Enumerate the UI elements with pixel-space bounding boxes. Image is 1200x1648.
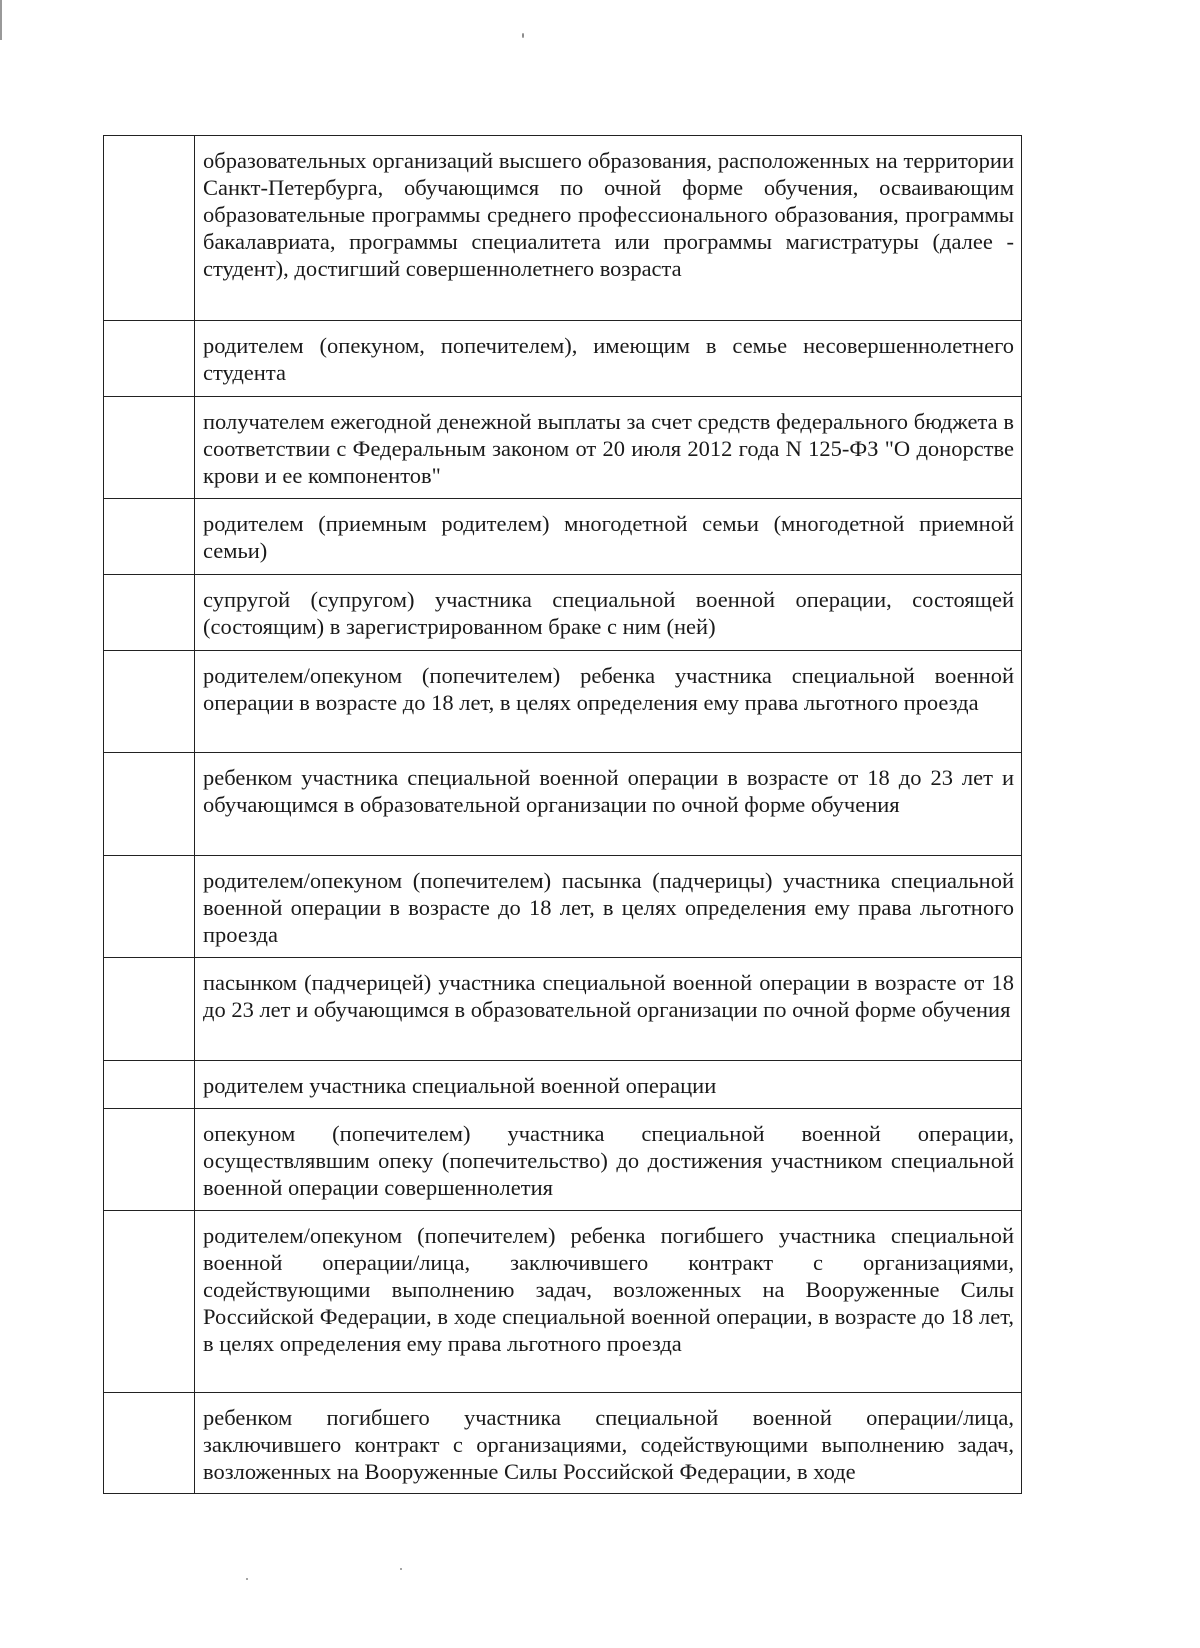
row-text: образовательных организаций высшего образования, расположенных на территории Санкт-Петербурга, обучающимся по очной форме обучения, осваивающим образовательные программы среднего профессионального образования, программы бакалавриата, программы специалитета или программы магистратуры (далее - студент), достигший совершеннолетнего возраста: [203, 148, 1014, 281]
row-text: пасынком (падчерицей) участника специальной военной операции в возрасте от 18 до 23 лет и обучающимся в образовательной организации по очной форме обучения: [203, 970, 1014, 1022]
row-number-cell: [104, 499, 195, 575]
table-row: [104, 1393, 1022, 1494]
table-row: [104, 575, 1022, 651]
scan-speck: [246, 1578, 248, 1580]
row-text-cell: [195, 1393, 1022, 1494]
row-text: родителем/опекуном (попечителем) ребенка погибшего участника специальной военной операции/лица, заключившего контракт с организациями, содействующими выполнению задач, возложенных на Вооруженные Силы Российской Федерации, в ходе специальной военной операции, в возрасте до 18 лет, в целях определения ему права льготного проезда: [203, 1223, 1014, 1356]
table-row: [104, 136, 1022, 321]
row-text: родителем/опекуном (попечителем) пасынка (падчерицы) участника специальной военной операции в возрасте до 18 лет, в целях определения ему права льготного проезда: [203, 868, 1014, 947]
row-text-cell: [195, 856, 1022, 958]
row-number-cell: [104, 856, 195, 958]
row-number-cell: [104, 136, 195, 321]
table-row: [104, 856, 1022, 958]
row-text-cell: [195, 753, 1022, 856]
row-number-cell: [104, 1061, 195, 1109]
row-number-cell: [104, 958, 195, 1061]
row-text-cell: [195, 651, 1022, 753]
table-row: [104, 1109, 1022, 1211]
row-number-cell: [104, 1211, 195, 1393]
table-row: [104, 753, 1022, 856]
row-text-cell: [195, 499, 1022, 575]
row-text: родителем (приемным родителем) многодетной семьи (многодетной приемной семьи): [203, 511, 1014, 563]
row-text: родителем участника специальной военной операции: [203, 1073, 717, 1098]
row-number-cell: [104, 1393, 195, 1494]
table-row: [104, 651, 1022, 753]
row-text-cell: [195, 575, 1022, 651]
row-text-cell: [195, 1061, 1022, 1109]
table-row: [104, 499, 1022, 575]
row-text-cell: [195, 1109, 1022, 1211]
row-text: родителем (опекуном, попечителем), имеющим в семье несовершеннолетнего студента: [203, 333, 1014, 385]
scan-speck: [400, 1568, 402, 1570]
table-row: [104, 1211, 1022, 1393]
scan-speck: [522, 33, 524, 38]
row-text: ребенком участника специальной военной операции в возрасте от 18 до 23 лет и обучающимся в образовательной организации по очной форме обучения: [203, 765, 1014, 817]
row-text: ребенком погибшего участника специальной военной операции/лица, заключившего контракт с организациями, содействующими выполнению задач, возложенных на Вооруженные Силы Российской Федерации, в ходе: [203, 1405, 1014, 1484]
row-number-cell: [104, 1109, 195, 1211]
table-row: [104, 321, 1022, 397]
document-table: [103, 135, 1022, 1494]
row-text: родителем/опекуном (попечителем) ребенка участника специальной военной операции в возрасте до 18 лет, в целях определения ему права льготного проезда: [203, 663, 1014, 715]
table-row: [104, 1061, 1022, 1109]
row-number-cell: [104, 651, 195, 753]
row-text-cell: [195, 1211, 1022, 1393]
scan-edge-mark: [0, 0, 2, 40]
row-text-cell: [195, 958, 1022, 1061]
row-text: получателем ежегодной денежной выплаты за счет средств федерального бюджета в соответствии с Федеральным законом от 20 июля 2012 года N 125-ФЗ "О донорстве крови и ее компонентов": [203, 409, 1014, 488]
row-number-cell: [104, 575, 195, 651]
row-number-cell: [104, 397, 195, 499]
row-text-cell: [195, 397, 1022, 499]
row-text: супругой (супругом) участника специальной военной операции, состоящей (состоящим) в зарегистрированном браке с ним (ней): [203, 587, 1014, 639]
table-row: [104, 958, 1022, 1061]
table-row: [104, 397, 1022, 499]
row-number-cell: [104, 753, 195, 856]
row-text-cell: [195, 321, 1022, 397]
row-number-cell: [104, 321, 195, 397]
row-text: опекуном (попечителем) участника специальной военной операции, осуществлявшим опеку (попечительство) до достижения участником специальной военной операции совершеннолетия: [203, 1121, 1014, 1200]
row-text-cell: [195, 136, 1022, 321]
